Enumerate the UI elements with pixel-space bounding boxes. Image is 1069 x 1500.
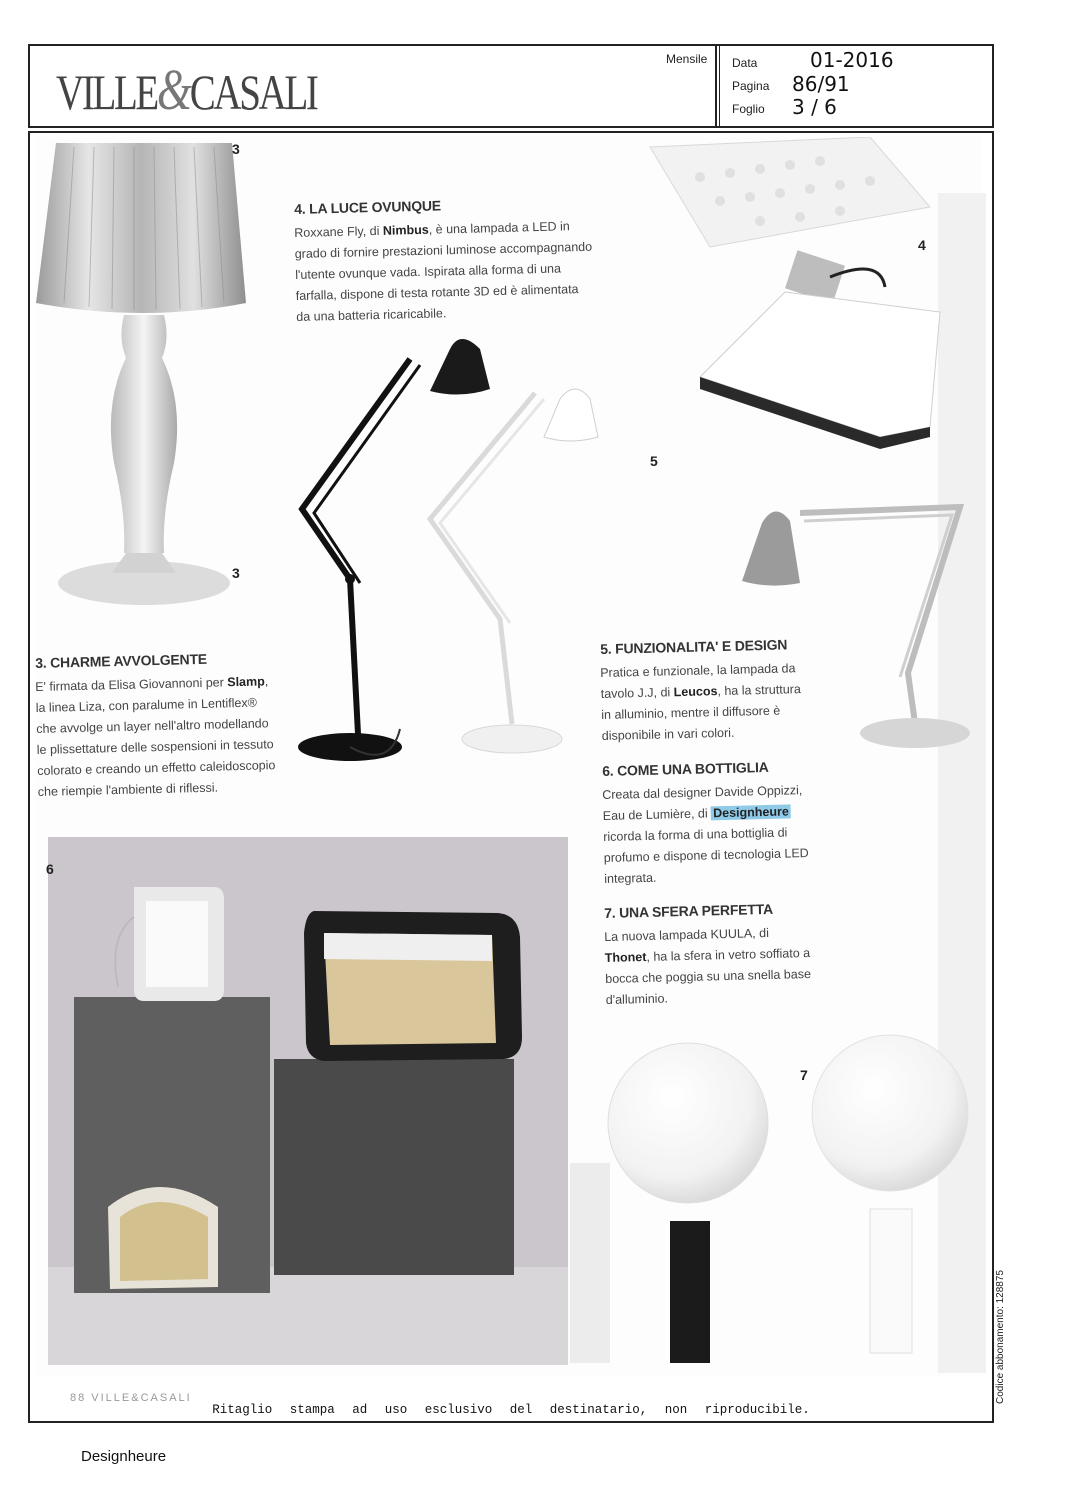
section-3-title: 3. CHARME AVVOLGENTE	[35, 650, 208, 671]
section-6-brand-highlight: Designheure	[712, 804, 789, 821]
section-5-body: Pratica e funzionale, la lampada da tavolo J.J, di Leucos, ha la struttura in alluminio, mentre il diffusore è disponibile in vari colori.	[600, 661, 801, 743]
lamp-liza-image	[34, 143, 254, 633]
item-number-7: 7	[800, 1067, 808, 1083]
section-4-brand: Nimbus	[382, 222, 429, 238]
section-5-title: 5. FUNZIONALITA' E DESIGN	[600, 636, 788, 657]
bottom-label: Designheure	[81, 1448, 167, 1465]
section-6-title: 6. COME UNA BOTTIGLIA	[602, 758, 769, 779]
meta-value-data: 01-2016	[810, 48, 894, 72]
section-7-body: La nuova lampada KUULA, di Thonet, ha la sfera in vetro soffiato a bocca che poggia su una snella base d'alluminio.	[604, 925, 812, 1007]
item-number-3: 3	[232, 141, 240, 157]
section-6-body: Creata dal designer Davide Oppizzi, Eau de Lumière, di Designheure ricorda la forma di una bottiglia di profumo e dispone di tecnologia LED integrata.	[602, 783, 809, 886]
item-number-3-bottom: 3	[232, 565, 240, 581]
lamp-roxxane-fly-image	[630, 137, 960, 457]
meta-value-foglio: 3 / 6	[792, 95, 837, 119]
magazine-logo: VILLE&CASALI	[56, 57, 317, 122]
item-number-4: 4	[918, 237, 926, 253]
item-number-6: 6	[46, 861, 54, 877]
section-3-body: E' firmata da Elisa Giovannoni per Slamp, la linea Liza, con paralume in Lentiflex® che avvolge un layer nell'altro modellando le plissettature delle sospensioni in tessuto colorato e creando un effetto caleidoscopio che riempie l'ambiente di riflessi.	[35, 674, 276, 799]
footer-notice: Ritaglio stampa ad uso esclusivo del destinatario, non riproducibile.	[212, 1403, 810, 1417]
header-divider	[715, 46, 717, 126]
meta-label-data: Data	[732, 56, 758, 70]
section-4-body: Roxxane Fly, di Nimbus, è una lampada a LED in grado di fornire prestazioni luminose accompagnando l'utente ovunque vada. Ispirata alla forma di una farfalla, dispone di testa rotante 3D ed è alimentata da una batteria ricaricabile.	[294, 219, 593, 324]
section-5-brand: Leucos	[673, 684, 718, 700]
article-frame	[28, 131, 994, 1423]
lamp-jj-image	[290, 329, 630, 769]
eau-de-lumiere-photo	[48, 837, 568, 1365]
section-4-title: 4. LA LUCE OVUNQUE	[294, 197, 442, 217]
subscription-code: Codice abbonamento: 128875	[995, 1270, 1006, 1404]
header-divider	[719, 46, 720, 126]
section-7-title: 7. UNA SFERA PERFETTA	[604, 900, 774, 921]
meta-value-pagina: 86/91	[792, 72, 850, 96]
section-3-brand: Slamp	[227, 674, 265, 690]
item-number-5: 5	[650, 453, 658, 469]
meta-label-pagina: Pagina	[732, 79, 770, 93]
periodicity: Mensile	[666, 52, 708, 66]
header-box	[28, 44, 994, 128]
lamp-kuula-image	[600, 1033, 990, 1373]
section-7-brand: Thonet	[604, 949, 647, 965]
page-cutoff-text: 88 VILLE&CASALI	[70, 1392, 192, 1404]
meta-label-foglio: Foglio	[732, 102, 765, 116]
